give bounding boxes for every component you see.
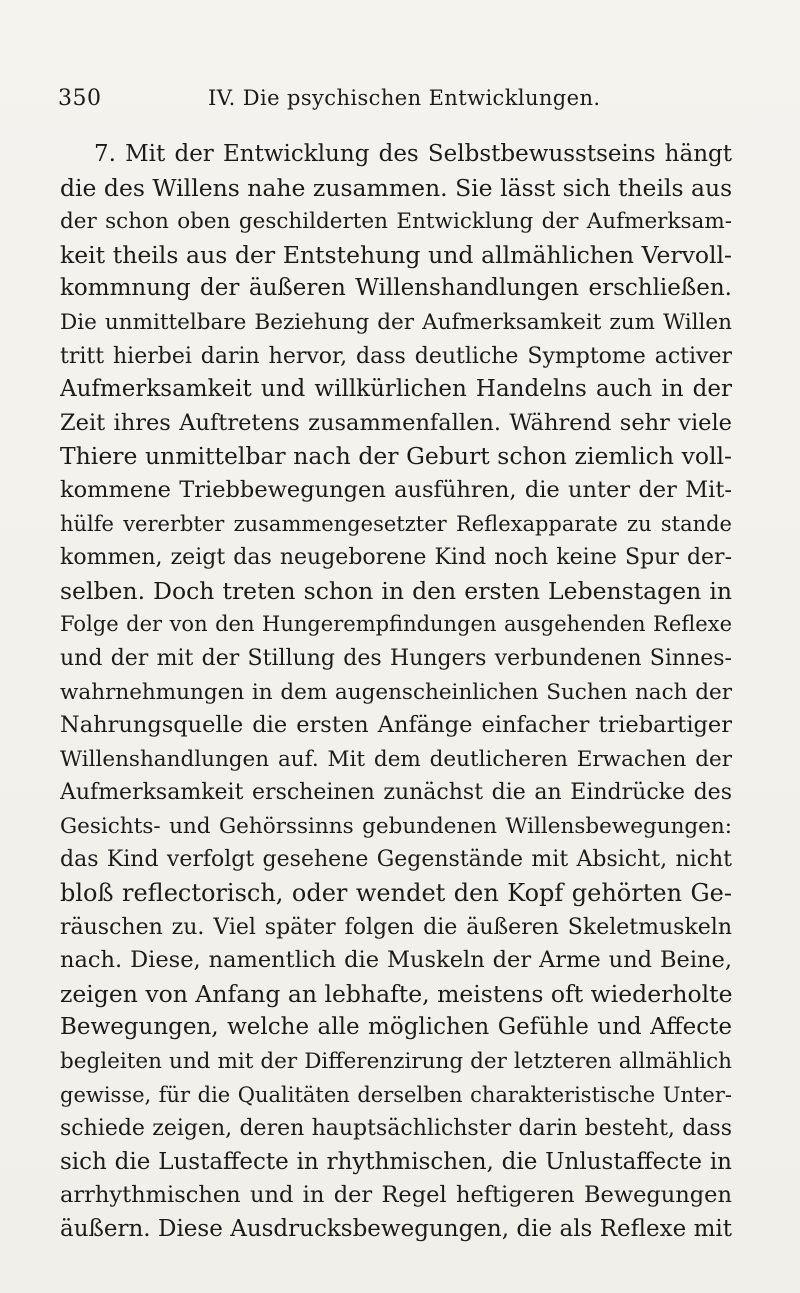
text-line: keit theils aus der Entstehung und allmählichen Vervoll- xyxy=(60,240,732,269)
text-line: hülfe vererbter zusammengesetzter Reflexapparate zu stande xyxy=(60,511,732,536)
text-line: sich die Lustaffecte in rhythmischen, die Unlustaffecte in xyxy=(60,1148,732,1175)
text-line: nach. Diese, namentlich die Muskeln der Arme und Beine, xyxy=(60,947,732,974)
text-line: tritt hierbei darin hervor, dass deutliche Symptome activer xyxy=(60,343,732,369)
text-line: gewisse, für die Qualitäten derselben charakteristische Unter- xyxy=(60,1082,732,1107)
text-line: selben. Doch treten schon in den ersten Lebenstagen in xyxy=(60,576,732,605)
text-line: Willenshandlungen auf. Mit dem deutlicheren Erwachen der xyxy=(60,746,732,772)
text-line: äußern. Diese Ausdrucksbewegungen, die als Reflexe mit xyxy=(60,1216,732,1242)
text-line: kommnung der äußeren Willenshandlungen erschließen. xyxy=(60,275,732,302)
body-text xyxy=(60,138,732,1247)
text-line: das Kind verfolgt gesehene Gegenstände mit Absicht, nicht xyxy=(60,847,732,873)
text-line: Die unmittelbare Beziehung der Aufmerksamkeit zum Willen xyxy=(60,309,732,335)
page-number: 350 xyxy=(58,86,102,111)
text-line: begleiten und mit der Differenzirung der letzteren allmählich xyxy=(60,1049,732,1075)
text-line: bloß reflectorisch, oder wendet den Kopf gehörten Ge- xyxy=(60,879,732,908)
text-line: wahrnehmungen in dem augenscheinlichen Suchen nach der xyxy=(60,679,732,705)
text-line: 7. Mit der Entwicklung des Selbstbewusstseins hängt xyxy=(94,141,732,167)
text-line: und der mit der Stillung des Hungers verbundenen Sinnes- xyxy=(60,645,732,671)
text-line: der schon oben geschilderten Entwicklung der Aufmerksam- xyxy=(60,209,732,235)
text-line: kommen, zeigt das neugeborene Kind noch keine Spur der- xyxy=(60,545,732,571)
text-line: Aufmerksamkeit und willkürlichen Handelns auch in der xyxy=(60,376,732,403)
text-line: Thiere unmittelbar nach der Geburt schon ziemlich voll- xyxy=(60,442,732,471)
page-header xyxy=(58,82,748,122)
running-head: IV. Die psychischen Entwicklungen. xyxy=(208,86,601,110)
text-line: Aufmerksamkeit erscheinen zunächst die an Eindrücke des xyxy=(60,780,732,806)
text-line: schiede zeigen, deren hauptsächlichster darin besteht, dass xyxy=(60,1116,732,1142)
text-line: räuschen zu. Viel später folgen die äußeren Skeletmuskeln xyxy=(60,914,732,940)
text-line: Gesichts- und Gehörssinns gebundenen Willensbewegungen: xyxy=(60,813,732,839)
text-line: Nahrungsquelle die ersten Anfänge einfacher triebartiger xyxy=(60,712,732,739)
text-line: zeigen von Anfang an lebhafte, meistens oft wiederholte xyxy=(60,979,732,1008)
text-line: Bewegungen, welche alle möglichen Gefühle und Affecte xyxy=(60,1014,732,1041)
text-line: Folge der von den Hungerempfindungen ausgehenden Reflexe xyxy=(60,612,732,637)
text-line: die des Willens nahe zusammen. Sie lässt sich theils aus xyxy=(60,173,732,202)
text-line: arrhythmischen und in der Regel heftigeren Bewegungen xyxy=(60,1182,732,1209)
text-line: kommene Triebbewegungen ausführen, die unter der Mit- xyxy=(60,476,732,503)
text-line: Zeit ihres Auftretens zusammenfallen. Während sehr viele xyxy=(60,409,732,436)
